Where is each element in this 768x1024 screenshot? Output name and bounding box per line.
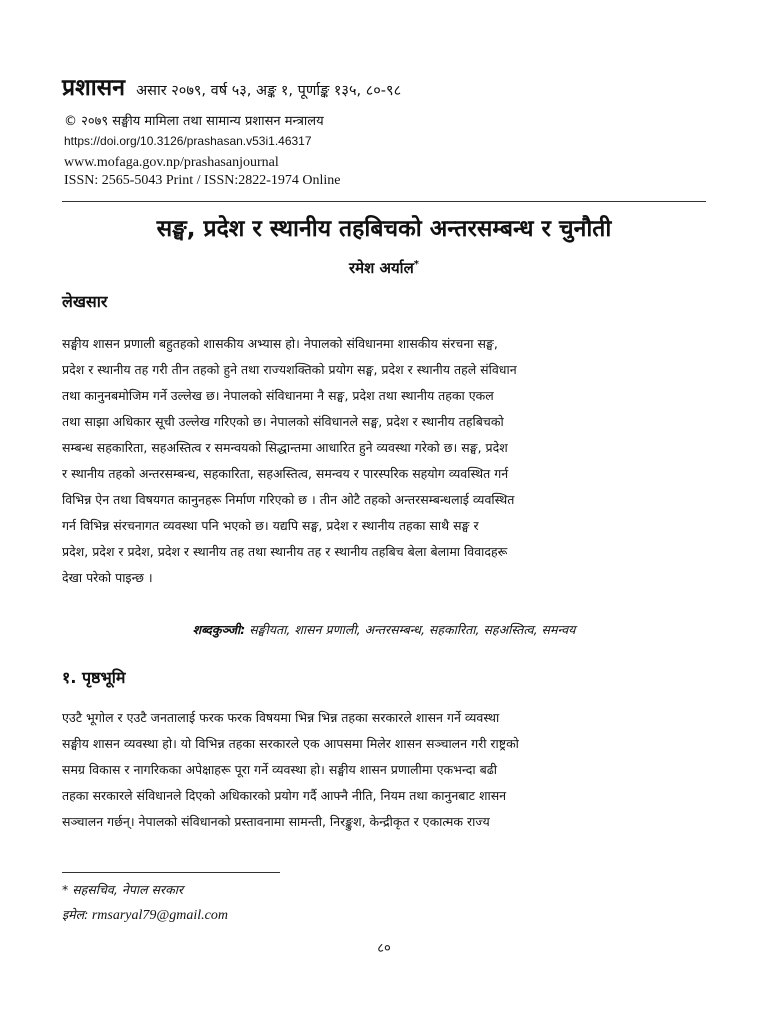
abstract-line: विभिन्न ऐन तथा विषयगत कानुनहरू निर्माण गरिएको छ । तीन ओटै तहको अन्तरसम्बन्धलाई व्यवस्थित bbox=[62, 492, 515, 507]
article-title: सङ्घ, प्रदेश र स्थानीय तहबिचको अन्तरसम्बन्ध र चुनौती bbox=[156, 216, 612, 242]
footnote-affiliation: * सहसचिव, नेपाल सरकार bbox=[62, 882, 184, 897]
abstract-line: तथा साझा अधिकार सूची उल्लेख गरिएको छ। नेपालको संविधानले सङ्घ, प्रदेश र स्थानीय तहबिचको bbox=[62, 414, 504, 429]
background-line: सञ्चालन गर्छन्। नेपालको संविधानको प्रस्तावनामा सामन्ती, निरङ्कुश, केन्द्रीकृत र एकात्मक राज्य bbox=[62, 814, 490, 829]
abstract-line: प्रदेश र स्थानीय तह गरी तीन तहको हुने तथा राज्यशक्तिको प्रयोग सङ्घ, प्रदेश र स्थानीय तहले संविधान bbox=[62, 362, 517, 377]
background-line: सङ्घीय शासन व्यवस्था हो। यो विभिन्न तहका सरकारले एक आपसमा मिलेर शासन सञ्चालन गरी राष्ट्रको bbox=[62, 736, 519, 751]
journal-name: प्रशासन bbox=[62, 75, 125, 101]
doi-link[interactable]: https://doi.org/10.3126/prashasan.v53i1.46317 bbox=[64, 134, 312, 148]
page-number: ८० bbox=[377, 941, 391, 956]
abstract-line: देखा परेको पाइन्छ । bbox=[62, 570, 153, 585]
author-name-text: रमेश अर्याल bbox=[349, 259, 414, 277]
author-footnote-mark: * bbox=[413, 259, 419, 270]
abstract-body bbox=[62, 331, 706, 591]
copyright-line: © २०७९ सङ्घीय मामिला तथा सामान्य प्रशासन मन्त्रालय bbox=[64, 114, 324, 129]
section-heading-background: १. पृष्ठभूमि bbox=[62, 668, 126, 687]
abstract-line: सम्बन्ध सहकारिता, सहअस्तित्व र समन्वयको सिद्धान्तमा आधारित हुने व्यवस्था गरेको छ। सङ्घ, प्रदेश bbox=[62, 440, 508, 455]
abstract-line: प्रदेश, प्रदेश र प्रदेश, प्रदेश र स्थानीय तह तथा स्थानीय तह र स्थानीय तहबिच बेला बेलामा विवादहरू bbox=[62, 544, 508, 559]
email-link[interactable]: rmsaryal79@gmail.com bbox=[88, 908, 228, 923]
abstract-line: सङ्घीय शासन प्रणाली बहुतहको शासकीय अभ्यास हो। नेपालको संविधानमा शासकीय संरचना सङ्घ, bbox=[62, 336, 498, 351]
background-line: तहका सरकारले संविधानले दिएको अधिकारको प्रयोग गर्दै आफ्नै नीति, नियम तथा कानुनबाट शासन bbox=[62, 788, 507, 803]
journal-website-link[interactable]: www.mofaga.gov.np/prashasanjournal bbox=[64, 155, 279, 170]
abstract-line: र स्थानीय तहको अन्तरसम्बन्ध, सहकारिता, सहअस्तित्व, समन्वय र पारस्परिक सहयोग व्यवस्थित गर्न bbox=[62, 466, 509, 481]
footnote-divider bbox=[62, 872, 280, 873]
issn-line: ISSN: 2565-5043 Print / ISSN:2822-1974 Online bbox=[64, 173, 341, 188]
abstract-line: तथा कानुनबमोजिम गर्ने उल्लेख छ। नेपालको संविधानमा नै सङ्घ, प्रदेश तथा स्थानीय तहका एकल bbox=[62, 388, 494, 403]
author-name bbox=[62, 258, 706, 278]
abstract-line: गर्न विभिन्न संरचनागत व्यवस्था पनि भएको छ। यद्यपि सङ्घ, प्रदेश र स्थानीय तहका साथै सङ्घ र bbox=[62, 518, 479, 533]
header-divider bbox=[62, 201, 706, 202]
footnote-email bbox=[62, 906, 228, 924]
keywords-label: शब्दकुञ्जी: bbox=[192, 622, 246, 637]
issue-info: असार २०७९, वर्ष ५३, अङ्क १, पूर्णाङ्क १३५, ८०-९८ bbox=[136, 83, 402, 99]
email-label: इमेल: bbox=[62, 907, 89, 922]
keywords bbox=[62, 621, 706, 638]
journal-header bbox=[62, 70, 401, 102]
keywords-text: सङ्घीयता, शासन प्रणाली, अन्तरसम्बन्ध, सहकारिता, सहअस्तित्व, समन्वय bbox=[245, 622, 576, 637]
abstract-heading: लेखसार bbox=[62, 292, 108, 311]
background-line: समग्र विकास र नागरिकका अपेक्षाहरू पूरा गर्ने व्यवस्था हो। सङ्घीय शासन प्रणालीमा एकभन्दा बढी bbox=[62, 762, 498, 777]
background-line: एउटै भूगोल र एउटै जनतालाई फरक फरक विषयमा भिन्न भिन्न तहका सरकारले शासन गर्ने व्यवस्था bbox=[62, 710, 500, 725]
background-body bbox=[62, 705, 706, 835]
